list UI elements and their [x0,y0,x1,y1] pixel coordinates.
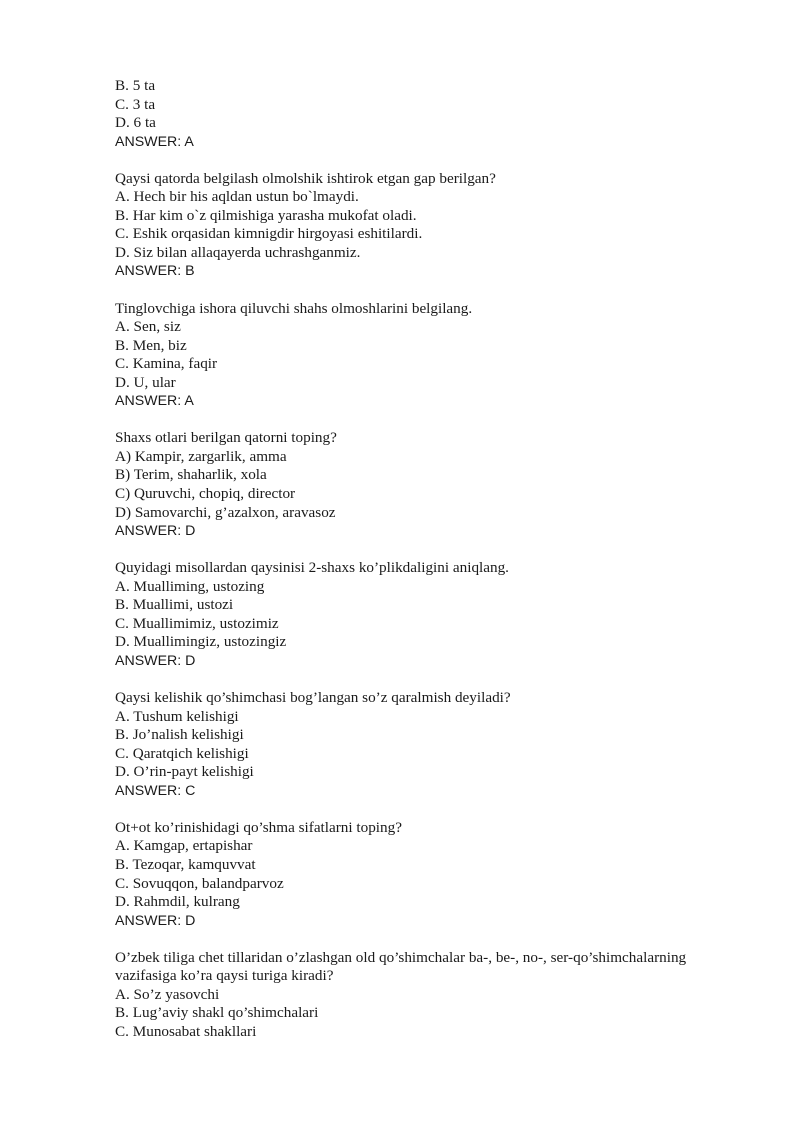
answer-option: A. So’z yasovchi [115,985,220,1003]
answer-option: D. 6 ta [115,114,156,132]
answer-key: ANSWER: A [115,133,194,150]
answer-option: D. Siz bilan allaqayerda uchrashganmiz. [115,243,361,261]
answer-option: B. Tezoqar, kamquvvat [115,855,256,873]
answer-option: C) Quruvchi, chopiq, director [115,485,296,503]
answer-option: D. Muallimingiz, ustozingiz [115,633,287,651]
spacer [115,151,735,170]
answer-key: ANSWER: D [115,523,196,540]
spacer [115,930,735,949]
answer-option: C. Qaratqich kelishigi [115,744,249,762]
spacer [115,411,735,430]
answer-option: B) Terim, shaharlik, xola [115,466,267,484]
question-block [115,819,735,930]
answer-option: B. Jo’nalish kelishigi [115,726,244,744]
answer-option: B. Men, biz [115,336,187,354]
answer-option: D. U, ular [115,373,176,391]
question-text: Quyidagi misollardan qaysinisi 2-shaxs ko’plikdaligini aniqlang. [115,559,509,577]
answer-option: B. Lug’aviy shakl qo’shimchalari [115,1004,319,1022]
answer-option: C. Muallimimiz, ustozimiz [115,614,279,632]
answer-option: A. Sen, siz [115,318,181,336]
answer-option: B. 5 ta [115,77,156,94]
answer-option: D. O’rin-payt kelishigi [115,763,254,781]
question-text: Qaysi kelishik qo’shimchasi bog’langan so’z qaralmish deyiladi? [115,689,511,707]
answer-key: ANSWER: D [115,912,196,929]
question-block [115,949,735,1042]
question-text: Tinglovchiga ishora qiluvchi shahs olmoshlarini belgilang. [115,299,473,317]
answer-option: A. Hech bir his aqldan ustun bo`lmaydi. [115,188,359,206]
question-block [115,559,735,670]
answer-option: C. Kamina, faqir [115,355,218,373]
answer-option: A. Mualliming, ustozing [115,577,265,595]
question-text: O’zbek tiliga chet tillaridan o’zlashgan old qo’shimchalar ba-, be-, no-, ser-qo’shimchalarning [115,948,687,966]
answer-option: D) Samovarchi, g’azalxon, aravasoz [115,503,336,521]
spacer [115,281,735,300]
answer-option: C. 3 ta [115,95,156,113]
answer-option: B. Muallimi, ustozi [115,596,234,614]
question-block [115,300,735,411]
answer-key: ANSWER: B [115,263,195,280]
answer-option: A) Kampir, zargarlik, amma [115,447,287,465]
question-text: Qaysi qatorda belgilash olmolshik ishtirok etgan gap berilgan? [115,169,496,187]
answer-option: D. Rahmdil, kulrang [115,893,240,911]
answer-option: A. Tushum kelishigi [115,707,239,725]
answer-key: ANSWER: D [115,652,196,669]
answer-option: C. Sovuqqon, balandparvoz [115,874,284,892]
spacer [115,800,735,819]
answer-key: ANSWER: A [115,393,194,410]
spacer [115,541,735,560]
question-block [115,429,735,540]
question-block [115,689,735,800]
question-text: vazifasiga ko’ra qaysi turiga kiradi? [115,967,334,985]
answer-option: C. Eshik orqasidan kimnigdir hirgoyasi eshitilardi. [115,225,423,243]
answer-option: B. Har kim o`z qilmishiga yarasha mukofat oladi. [115,206,417,224]
question-text: Ot+ot ko’rinishidagi qo’shma sifatlarni toping? [115,818,402,836]
question-block [115,170,735,281]
document-page [115,77,735,1041]
answer-option: A. Kamgap, ertapishar [115,837,253,855]
question-block-continued [115,77,735,151]
spacer [115,671,735,690]
question-text: Shaxs otlari berilgan qatorni toping? [115,429,337,447]
answer-key: ANSWER: C [115,782,196,799]
answer-option: C. Munosabat shakllari [115,1022,257,1040]
